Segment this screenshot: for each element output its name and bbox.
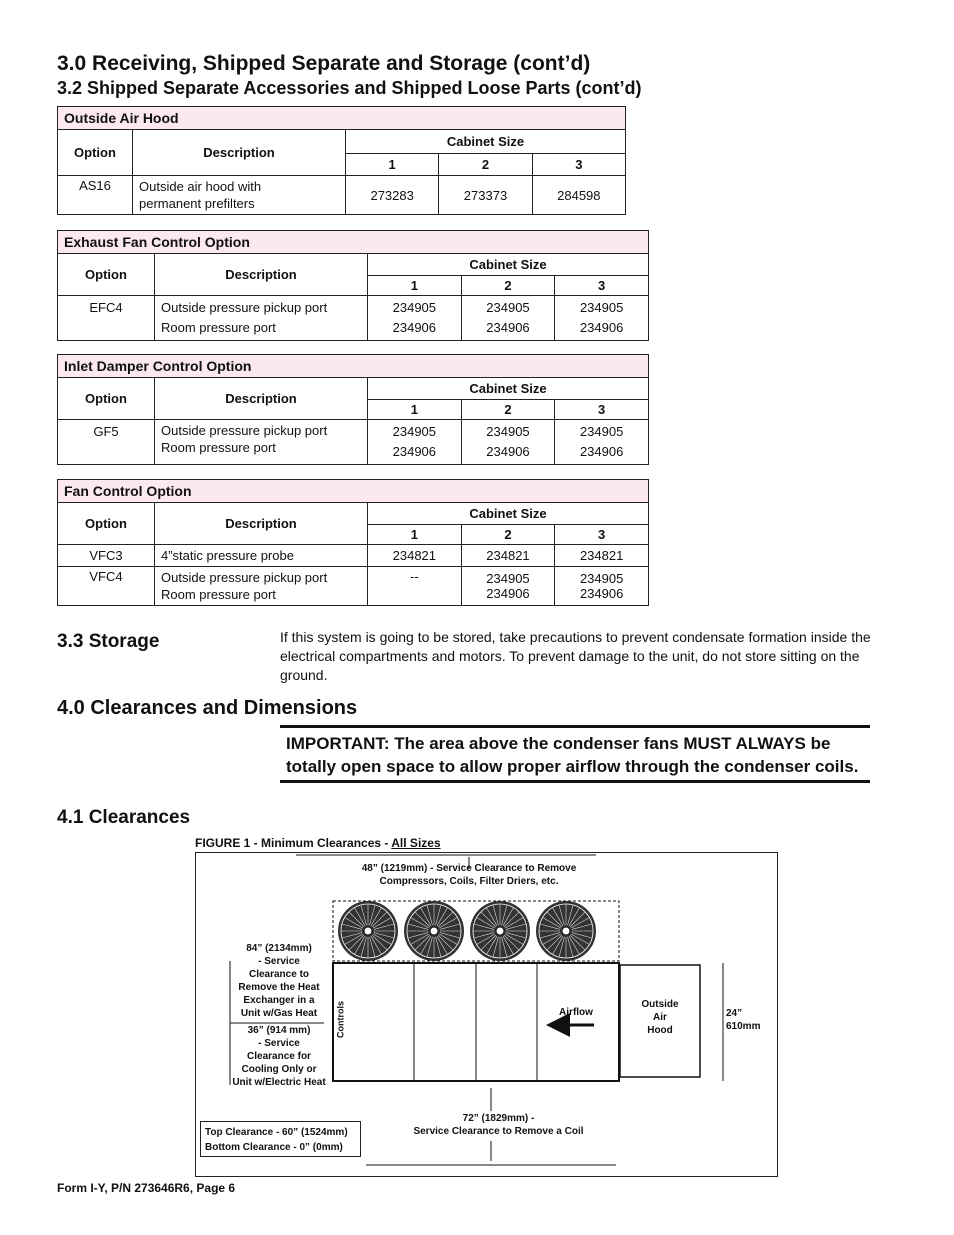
- inlet-damper-table: [57, 354, 649, 465]
- clearance-note-box: [200, 1121, 361, 1157]
- size-1: 1: [368, 525, 462, 545]
- part-number: 234906: [392, 320, 437, 335]
- label-line: Hood: [647, 1025, 673, 1036]
- col-cabinet-size: Cabinet Size: [368, 378, 649, 400]
- option-cell: VFC4: [58, 567, 155, 606]
- section-3-heading: 3.0 Receiving, Shipped Separate and Storage (cont’d): [57, 52, 591, 75]
- caption-underlined: All Sizes: [391, 836, 441, 850]
- table-title: Inlet Damper Control Option: [58, 355, 649, 378]
- size-2-value: [461, 420, 555, 465]
- part-number: 234905: [486, 300, 530, 315]
- part-number: 234906: [579, 444, 624, 459]
- fan-icon: [338, 901, 398, 961]
- size-2-value: [461, 296, 555, 341]
- description-line: Outside pressure pickup port: [161, 300, 328, 315]
- description-line: permanent prefilters: [139, 196, 255, 211]
- size-3: 3: [532, 154, 625, 176]
- airflow-label: Airflow: [559, 1007, 593, 1018]
- table-row: [58, 545, 649, 567]
- part-number: 234906: [486, 320, 530, 335]
- label-line: 72” (1829mm) -: [462, 1113, 535, 1124]
- exhaust-fan-table: [57, 230, 649, 341]
- condenser-fans: [333, 901, 619, 961]
- size-2-value: 234821: [461, 545, 555, 567]
- col-description: Description: [133, 130, 346, 176]
- size-3-value: 234821: [555, 545, 649, 567]
- label-line: Unit w/Gas Heat: [240, 1008, 318, 1019]
- label-line: Cooling Only or: [241, 1064, 317, 1075]
- size-3-value: [555, 420, 649, 465]
- part-number: 234905: [392, 424, 437, 439]
- fan-icon: [536, 901, 596, 961]
- col-description: Description: [155, 378, 368, 420]
- table-row: [58, 296, 649, 341]
- description-cell: [155, 567, 368, 606]
- description-line: Outside pressure pickup port: [161, 423, 328, 438]
- important-notice: IMPORTANT: The area above the condenser fans MUST ALWAYS be totally open space to allow proper airflow through the condenser coils.: [280, 725, 870, 783]
- option-cell: VFC3: [58, 545, 155, 567]
- size-3: 3: [555, 400, 649, 420]
- figure-caption: [195, 836, 441, 850]
- description-line: Outside pressure pickup port: [161, 570, 328, 585]
- label-line: 610mm: [726, 1021, 761, 1032]
- caption-text: FIGURE 1 - Minimum Clearances -: [195, 836, 392, 850]
- option-cell: AS16: [58, 176, 133, 215]
- size-3-value: 284598: [532, 176, 625, 215]
- part-number: 234905: [579, 424, 624, 439]
- bottom-clearance-label: [396, 1112, 601, 1138]
- option-cell: EFC4: [58, 296, 155, 341]
- col-description: Description: [155, 503, 368, 545]
- size-3-value: [555, 567, 649, 606]
- part-number: 234905: [486, 424, 530, 439]
- col-option: Option: [58, 378, 155, 420]
- table-title: Outside Air Hood: [58, 107, 626, 130]
- table-row: [58, 176, 626, 215]
- label-line: Unit w/Electric Heat: [232, 1077, 326, 1088]
- size-3: 3: [555, 276, 649, 296]
- col-cabinet-size: Cabinet Size: [368, 503, 649, 525]
- label-line: 36” (914 mm): [247, 1025, 311, 1036]
- label-line: 24”: [726, 1008, 743, 1019]
- label-line: Clearance for: [247, 1051, 311, 1062]
- label-line: 84” (2134mm): [246, 943, 312, 954]
- size-2-value: [461, 567, 555, 606]
- part-number: 234906: [579, 586, 624, 601]
- part-number: 234906: [486, 586, 530, 601]
- size-2-value: 273373: [439, 176, 532, 215]
- col-option: Option: [58, 254, 155, 296]
- col-option: Option: [58, 503, 155, 545]
- size-1-value: 234821: [368, 545, 462, 567]
- table-row: [58, 420, 649, 465]
- outside-air-hood-table: [57, 106, 626, 215]
- table-title: Exhaust Fan Control Option: [58, 231, 649, 254]
- table-title: Fan Control Option: [58, 480, 649, 503]
- outside-air-hood-label: [630, 998, 690, 1037]
- part-number: 234905: [392, 300, 437, 315]
- section-4-1-heading: 4.1 Clearances: [57, 807, 191, 828]
- left-84-label: [229, 942, 329, 1020]
- left-36-label: [229, 1024, 329, 1089]
- label-line: Compressors, Coils, Filter Driers, etc.: [379, 876, 559, 887]
- controls-label: Controls: [335, 1001, 346, 1038]
- storage-paragraph: If this system is going to be stored, take precautions to prevent condensate formation inside the electrical compartments and motors. To prevent damage to the unit, do not store sitting on the ground.: [280, 629, 871, 683]
- label-line: Air: [653, 1012, 667, 1023]
- fan-icon: [404, 901, 464, 961]
- fan-icon: [470, 901, 530, 961]
- col-cabinet-size: Cabinet Size: [346, 130, 626, 154]
- part-number: 234906: [392, 444, 437, 459]
- label-line: Clearance to: [248, 969, 310, 980]
- size-3: 3: [555, 525, 649, 545]
- size-1: 1: [368, 400, 462, 420]
- part-number: 234905: [486, 571, 530, 586]
- fan-control-table: [57, 479, 649, 606]
- label-line: - Service: [258, 956, 300, 967]
- label-line: 48” (1219mm) - Service Clearance to Remove: [361, 863, 577, 874]
- size-1-value: [368, 296, 462, 341]
- right-clearance-label: [726, 1007, 776, 1033]
- size-2: 2: [461, 400, 555, 420]
- size-1: 1: [346, 154, 439, 176]
- top-clearance-label: [344, 862, 594, 888]
- section-4-heading: 4.0 Clearances and Dimensions: [57, 697, 358, 719]
- label-line: Service Clearance to Remove a Coil: [413, 1126, 584, 1137]
- page-footer: Form I-Y, P/N 273646R6, Page 6: [57, 1181, 236, 1195]
- col-option: Option: [58, 130, 133, 176]
- size-1-value: [368, 420, 462, 465]
- label-line: Outside: [641, 999, 679, 1010]
- option-cell: GF5: [58, 420, 155, 465]
- description-line: Room pressure port: [161, 320, 276, 335]
- size-1: 1: [368, 276, 462, 296]
- size-1-value: 273283: [346, 176, 439, 215]
- section-3-2-heading: 3.2 Shipped Separate Accessories and Shipped Loose Parts (cont’d): [57, 78, 642, 98]
- bottom-clearance-note: Bottom Clearance - 0” (0mm): [205, 1142, 343, 1153]
- part-number: 234905: [579, 300, 624, 315]
- part-number: 234906: [486, 444, 530, 459]
- col-cabinet-size: Cabinet Size: [368, 254, 649, 276]
- description-cell: [133, 176, 346, 215]
- storage-heading: 3.3 Storage: [57, 631, 160, 652]
- part-number: 234906: [579, 320, 624, 335]
- description-cell: [155, 296, 368, 341]
- description-cell: [155, 420, 368, 465]
- size-3-value: [555, 296, 649, 341]
- size-2: 2: [461, 525, 555, 545]
- label-line: - Service: [258, 1038, 300, 1049]
- top-clearance-note: Top Clearance - 60” (1524mm): [205, 1127, 348, 1138]
- table-row: [58, 567, 649, 606]
- description-line: Outside air hood with: [139, 179, 262, 194]
- part-number: 234905: [579, 571, 624, 586]
- description-line: Room pressure port: [161, 440, 276, 455]
- description-line: Room pressure port: [161, 587, 276, 602]
- description-cell: 4”static pressure probe: [155, 545, 368, 567]
- col-description: Description: [155, 254, 368, 296]
- size-1-value: --: [368, 567, 462, 606]
- size-2: 2: [461, 276, 555, 296]
- size-2: 2: [439, 154, 532, 176]
- label-line: Exchanger in a: [243, 995, 315, 1006]
- label-line: Remove the Heat: [238, 982, 320, 993]
